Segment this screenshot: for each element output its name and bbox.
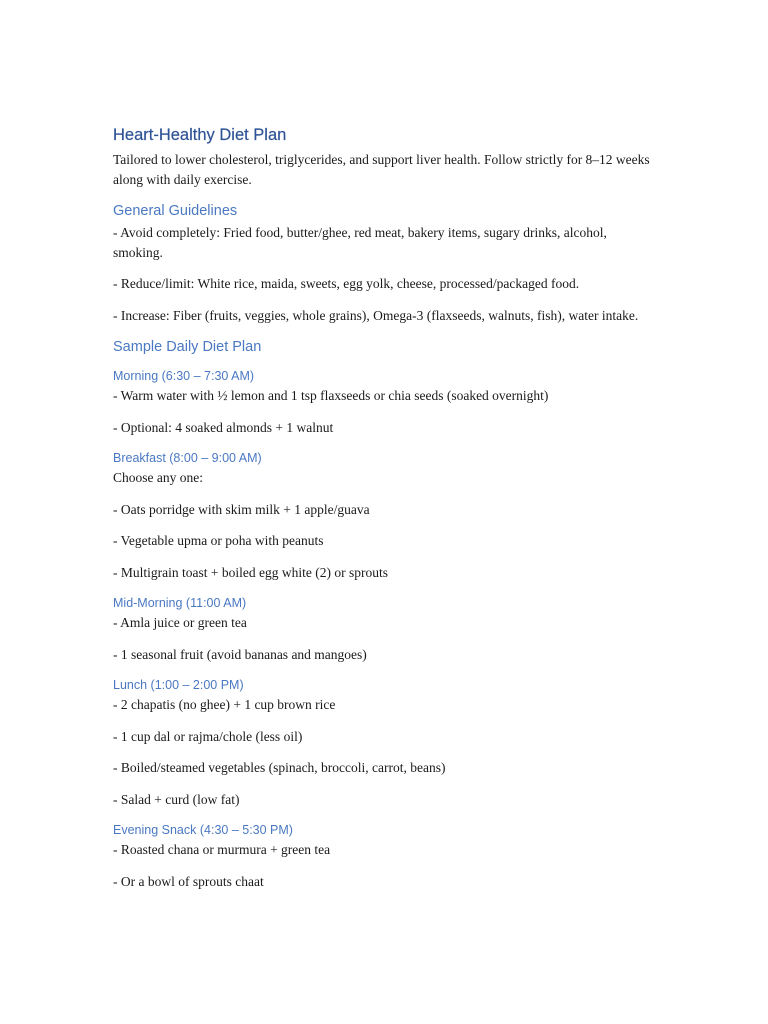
list-item: - Optional: 4 soaked almonds + 1 walnut — [113, 419, 334, 435]
guideline-reduce: - Reduce/limit: White rice, maida, sweets, egg yolk, cheese, processed/packaged food. — [113, 276, 580, 291]
list-item: - Or a bowl of sprouts chaat — [113, 873, 264, 889]
list-item: - 1 cup dal or rajma/chole (less oil) — [113, 728, 303, 744]
list-item: - 1 seasonal fruit (avoid bananas and mangoes) — [113, 646, 367, 662]
guidelines-heading: General Guidelines — [113, 203, 238, 219]
list-item: - Roasted chana or murmura + green tea — [113, 842, 331, 857]
guideline-avoid: - Avoid completely: Fried food, butter/ghee, red meat, bakery items, sugary drinks, alcohol, smoking. — [113, 225, 607, 260]
list-item: - Boiled/steamed vegetables (spinach, broccoli, carrot, beans) — [113, 760, 446, 775]
list-item: - Oats porridge with skim milk + 1 apple/guava — [113, 501, 370, 517]
meal-heading-morning: Morning (6:30 – 7:30 AM) — [113, 369, 255, 383]
list-item: - Salad + curd (low fat) — [113, 791, 240, 807]
page-title: Heart-Healthy Diet Plan — [113, 126, 287, 144]
meal-heading-evening-snack: Evening Snack (4:30 – 5:30 PM) — [113, 823, 293, 837]
list-item: - 2 chapatis (no ghee) + 1 cup brown rice — [113, 697, 336, 712]
meal-heading-lunch: Lunch (1:00 – 2:00 PM) — [113, 678, 244, 692]
document-page — [113, 124, 653, 903]
list-item: - Vegetable upma or poha with peanuts — [113, 533, 324, 548]
list-item: - Warm water with ½ lemon and 1 tsp flaxseeds or chia seeds (soaked overnight) — [113, 388, 549, 403]
intro-paragraph: Tailored to lower cholesterol, triglycerides, and support liver health. Follow strictly for 8–12 weeks along with daily exercise. — [113, 152, 650, 187]
plan-heading: Sample Daily Diet Plan — [113, 339, 262, 355]
guideline-increase: - Increase: Fiber (fruits, veggies, whole grains), Omega-3 (flaxseeds, walnuts, fish), water intake. — [113, 307, 639, 323]
meal-heading-breakfast: Breakfast (8:00 – 9:00 AM) — [113, 451, 262, 465]
list-item: Choose any one: — [113, 470, 203, 485]
list-item: - Amla juice or green tea — [113, 615, 247, 630]
meal-heading-mid-morning: Mid-Morning (11:00 AM) — [113, 596, 247, 610]
list-item: - Multigrain toast + boiled egg white (2) or sprouts — [113, 564, 388, 580]
